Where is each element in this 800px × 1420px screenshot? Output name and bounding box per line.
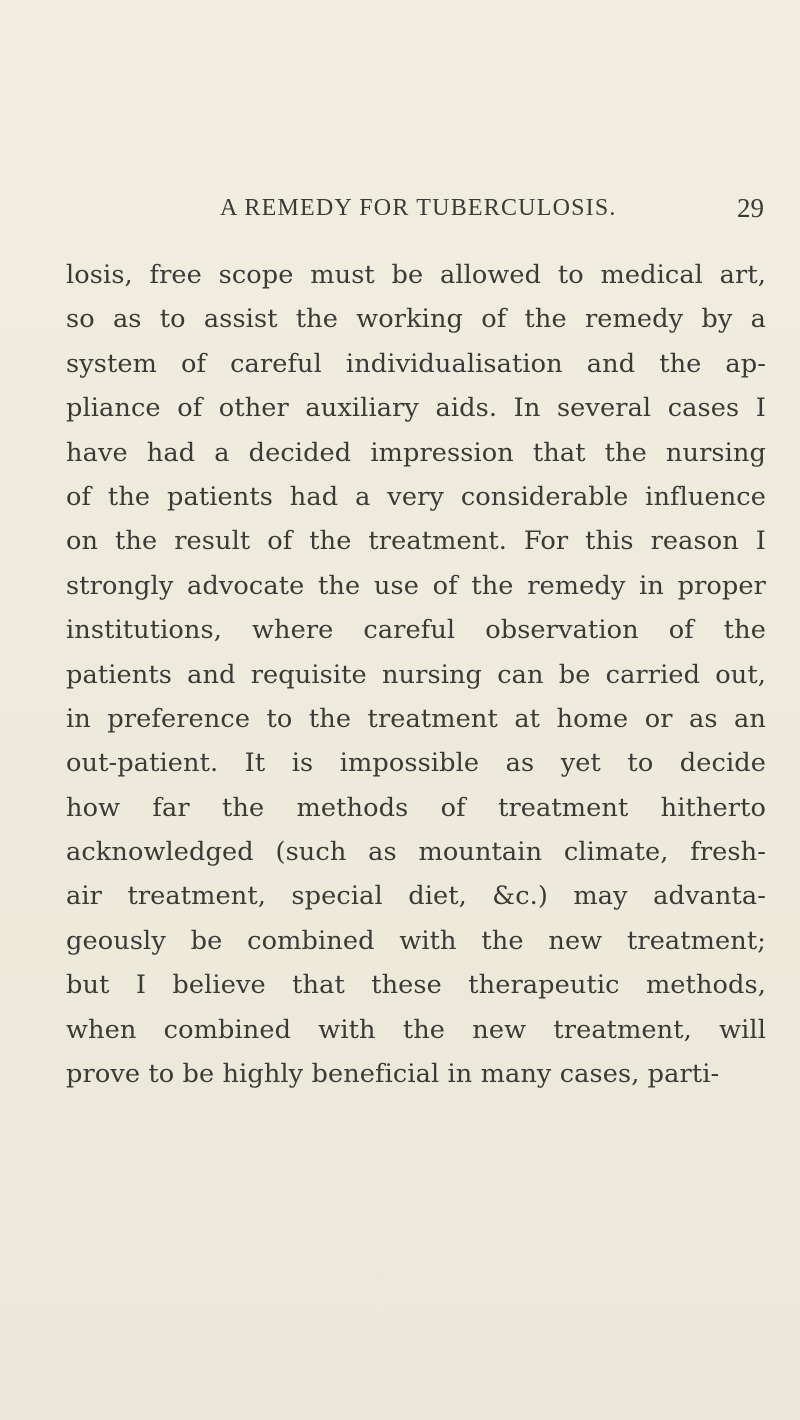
body-text <box>66 253 766 1096</box>
text-line: in preference to the treatment at home or as an <box>66 703 766 734</box>
text-line: system of careful individualisation and the ap- <box>66 348 766 379</box>
page-number: 29 <box>737 193 764 223</box>
text-line: prove to be highly beneficial in many cases, parti- <box>66 1059 720 1090</box>
text-line: strongly advocate the use of the remedy in proper <box>66 570 766 601</box>
text-line: out-patient. It is impossible as yet to decide <box>66 748 766 779</box>
text-line: of the patients had a very considerable influence <box>66 481 766 512</box>
text-line: but I believe that these therapeutic methods, <box>66 970 766 1001</box>
text-line: so as to assist the working of the remedy by a <box>66 304 766 335</box>
running-title: A REMEDY FOR TUBERCULOSIS. <box>220 195 617 221</box>
text-line: have had a decided impression that the nursing <box>66 437 766 468</box>
text-line: pliance of other auxiliary aids. In several cases I <box>66 393 766 424</box>
text-line: patients and requisite nursing can be carried out, <box>66 659 766 690</box>
text-line: acknowledged (such as mountain climate, fresh- <box>66 837 766 868</box>
running-head <box>60 195 764 227</box>
text-line: geously be combined with the new treatment; <box>66 925 766 956</box>
text-line: when combined with the new treatment, will <box>66 1014 766 1045</box>
text-line: on the result of the treatment. For this reason I <box>66 526 766 557</box>
text-line: institutions, where careful observation of the <box>66 615 766 646</box>
text-line: losis, free scope must be allowed to medical art, <box>66 260 766 290</box>
text-line: how far the methods of treatment hitherto <box>66 792 766 823</box>
text-line: air treatment, special diet, &c.) may advanta- <box>66 881 766 912</box>
